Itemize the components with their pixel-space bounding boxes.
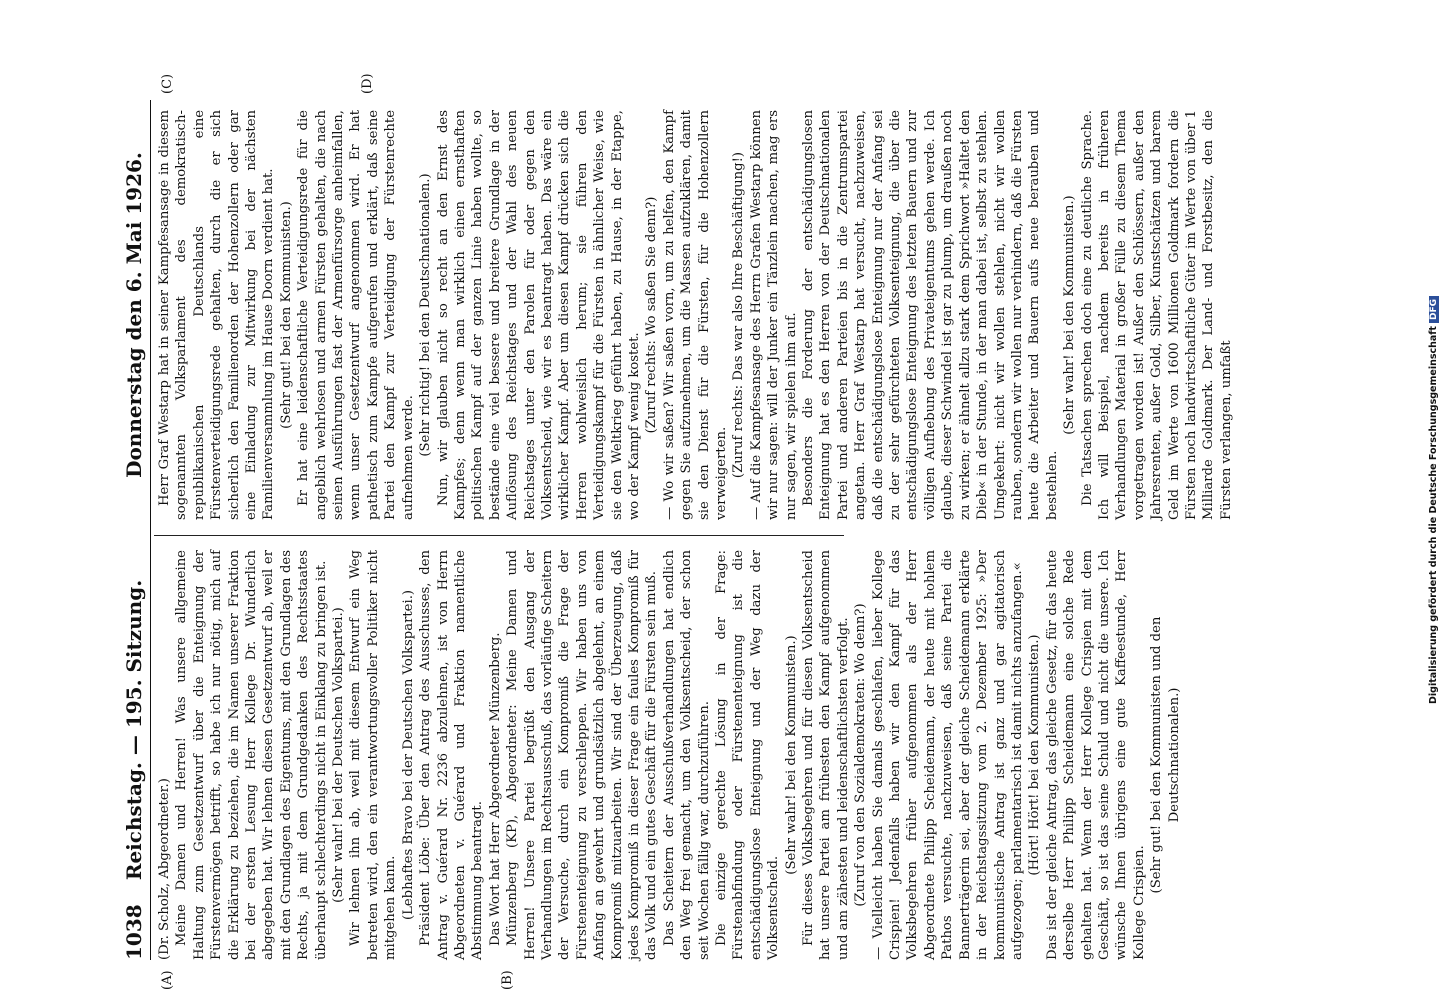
paragraph: (Sehr wahr! bei den Kommunisten.)	[1062, 195, 1078, 435]
paragraph: (Sehr wahr! bei der Deutschen Volkspartei.)	[331, 607, 347, 903]
paragraph: (Dr. Scholz, Abgeordneter.)	[157, 778, 172, 960]
paragraph: — Auf die Kampfesansage des Herrn Grafen Westarp können wir nur sagen: will der Junker ein Tänzlein machen, mag ers nur sagen, wir spielen ihm auf.	[748, 110, 799, 520]
paragraph: Nun, wir glauben nicht so recht an den Ernst des Kampfes; denn wenn man wirklich einen ernsthaften politischen Kampf auf der ganzen Linie haben wollte, so bestände eine viel bessere und breitere Grundlage in der Auflösung des Reichstages und der Wahl des neuen Reichstages unter den Parolen für oder gegen den Volksentscheid, wie wir es beantragt haben. Das wäre ein wirklicher Kampf. Aber um diesen Kampf drücken sich die Herren wohlweislich herum; sie führen den Verteidigungskampf für die Fürsten in ähnlicher Weise, wie sie den Weltkrieg geführt haben, zu Hause, in der Etappe, wo der Kampf wenig kostet.	[435, 110, 642, 520]
paragraph: Besonders die Forderung der entschädigungslosen Enteignung hat es den Herren von der Deutschnationalen Partei und anderen Parteien bis in die Zentrumspartei angetan. Herr Graf Westarp hat versucht, nachzuweisen, daß die entschädigungslose Enteignung nur der Anfang sei zu der sehr gefürchteten Volksenteignung, die über die entschädigungslose Enteignung des letzten Bauern und zur völligen Aufhebung des Privateigentums gehen werde. Ich glaube, dieser Schwindel ist gar zu plump, um draußen noch zu wirken; er ähnelt allzu stark dem Sprichwort »Haltet den Dieb« in der Stunde, in der man dabei ist, selbst zu stehlen. Umgekehrt: nicht wir wollen stehlen, nicht wir wollen rauben, sondern wir wollen nur verhindern, daß die Fürsten heute die Arbeiter und Bauern aufs neue berauben und bestehlen.	[801, 110, 1060, 520]
margin-mark-a: (A)	[160, 970, 175, 990]
paragraph: — Vielleicht haben Sie damals geschlafen, lieber Kollege Crispien! Jedenfalls haben wir den Kampf für das Volksbegehren früher aufgenommen als der Herr Abgeordnete Philipp Scheidemann, der heute mit hohlem Pathos versuchte, nachzuweisen, daß seine Partei die Bannerträgerin sei, aber der gleiche Scheidemann erklärte in der Reichstagssitzung vom 2. Dezember 1925: »Der kommunistische Antrag ist ganz und gar agitatorisch aufgezogen; parlamentarisch ist damit nichts anzufangen.«	[870, 550, 1025, 960]
paragraph: Die Tatsachen sprechen doch eine zu deutliche Sprache. Ich will Beispiel, nachdem bereits in früheren Verhandlungen Material in großer Fülle zu diesem Thema vorgetragen worden ist! Außer den Schlössern, außer den Jahresrenten, außer Gold, Silber, Kunstschätzen und barem Geld im Werte von 1600 Millionen Goldmark fordern die Fürsten noch landwirtschaftliche Güter im Werte von über 1 Milliarde Goldmark. Der Land- und Forstbesitz, den die Fürsten verlangen, umfaßt	[1079, 110, 1234, 520]
header-left-title: Reichstag. — 195. Sitzung.	[122, 579, 146, 881]
paragraph: Das Scheitern der Ausschußverhandlungen hat endlich den Weg frei gemacht, um den Volksentscheid, der schon seit Wochen fällig war, durchzuführen.	[661, 550, 712, 960]
paragraph: (Zuruf von den Sozialdemokraten: Wo denn?)	[853, 603, 869, 907]
page-number: 1038	[122, 904, 146, 960]
paragraph: Präsident Löbe: Über den Antrag des Ausschusses, den Antrag v. Guérard Nr. 2236 abzulehnen, ist von Herrn Abgeordneten v. Guérard und Fraktion namentliche Abstimmung beantragt.	[418, 550, 486, 960]
paragraph: Das ist der gleiche Antrag, das gleiche Gesetz, für das heute derselbe Herr Philipp Scheidemann eine solche Rede gehalten hat. Wenn der Herr Kollege Crispien mit dem Geschäft, so ist das seine Schuld und nicht die unsere. Ich wünsche Ihnen übrigens eine gute Kaffeestunde, Herr Kollege Crispien.	[1044, 550, 1147, 960]
paragraph: (Sehr gut! bei den Kommunisten und den Deutschnationalen.)	[1149, 616, 1182, 894]
paragraph: (Lebhaftes Bravo bei der Deutschen Volkspartei.)	[400, 589, 416, 921]
paragraph: (Sehr gut! bei den Kommunisten.)	[278, 201, 294, 429]
paragraph: Meine Damen und Herren! Was unsere allgemeine Haltung zum Gesetzentwurf über die Enteignung der Fürstenvermögen betrifft, so habe ich nur nötig, mich auf die Erklärung zu beziehen, die im Namen unserer Fraktion bei der ersten Lesung Herr Kollege Dr. Wunderlich abgegeben hat. Wir lehnen diesen Gesetzentwurf ab, weil er mit den Grundlagen des Eigentums, mit den Grundlagen des Rechts, ja mit dem Grundgedanken des Rechtsstaates überhaupt schlechterdings nicht in Einklang zu bringen ist.	[174, 550, 329, 960]
margin-mark-d: (D)	[360, 73, 375, 94]
paragraph: Das Wort hat Herr Abgeordneter Münzenberg.	[487, 632, 503, 946]
paragraph: (Sehr wahr! bei den Kommunisten.)	[783, 635, 799, 875]
paragraph: (Hört! Hört! bei den Kommunisten.)	[1027, 634, 1043, 876]
paragraph: (Zuruf rechts: Wo saßen Sie denn?)	[644, 196, 660, 434]
paragraph: Münzenberg (KP), Abgeordneter: Meine Damen und Herren! Unsere Partei begrüßt den Ausgang der Verhandlungen im Rechtsausschuß, das vorläufige Scheitern der Versuche, durch ein Kompromiß die Frage der Fürstenenteignung zu verschleppen. Wir haben uns von Anfang an gewehrt und grundsätzlich abgelehnt, an einem Kompromiß mitzuarbeiten. Wir sind der Überzeugung, daß jedes Kompromiß in dieser Frage ein faules Kompromiß für das Volk und ein gutes Geschäft für die Fürsten sein muß.	[505, 550, 660, 960]
left-text-column	[156, 550, 1182, 960]
paragraph: (Sehr richtig! bei den Deutschnationalen.)	[418, 173, 434, 457]
column-divider	[154, 535, 844, 536]
margin-mark-b: (B)	[500, 970, 515, 990]
paragraph: — Wo wir saßen? Wir saßen vorn, um zu helfen, den Kampf gegen Sie aufzunehmen, um die Massen aufzuklären, damit sie den Dienst für die Fürsten, für die Hohenzollern verweigerten.	[661, 110, 729, 520]
dfg-logo: DFG	[1429, 296, 1439, 323]
paragraph: Für dieses Volksbegehren und für diesen Volksentscheid hat unsere Partei am frühesten den Kampf aufgenommen und am zähesten und leidenschaftlichsten verfolgt.	[801, 550, 851, 960]
running-header	[120, 100, 151, 960]
header-right-title: Donnerstag den 6. Mai 1926.	[122, 152, 146, 478]
paragraph: Wir lehnen ihn ab, weil mit diesem Entwurf ein Weg betreten wird, den ein verantwortungsvoller Politiker nicht mitgehen kann.	[348, 550, 399, 960]
right-text-column	[156, 110, 1234, 520]
paragraph: Er hat eine leidenschaftliche Verteidigungsrede für die angeblich wehrlosen und armen Fürsten gehalten, die nach seinen Ausführungen fast der Armenfürsorge anheimfallen, wenn unser Gesetzentwurf angenommen wird. Er hat pathetisch zum Kampfe aufgerufen und erklärt, daß seine Partei den Kampf zur Verteidigung der Fürstenrechte aufnehmen werde.	[296, 110, 416, 520]
rotated-page	[120, 73, 1234, 990]
digitization-credit	[1428, 296, 1439, 704]
margin-mark-c: (C)	[160, 73, 175, 94]
paragraph: Herr Graf Westarp hat in seiner Kampfesansage in diesem sogenannten Volksparlament des demokratisch-republikanischen Deutschlands eine Fürstenverteidigungsrede gehalten, durch die er sich sicherlich den Familienorden der Hohenzollern oder gar eine Einladung zur Mitwirkung bei der nächsten Familienversammlung im Hause Doorn verdient hat.	[157, 110, 277, 520]
paragraph: (Zuruf rechts: Das war also Ihre Beschäftigung!)	[731, 151, 747, 479]
credit-text: Digitalisierung gefördert durch die Deutsche Forschungsgemeinschaft	[1428, 326, 1439, 704]
paragraph: Die einzige gerechte Lösung in der Frage: Fürstenabfindung oder Fürstenenteignung ist die entschädigungslose Enteignung und der Weg dazu der Volksentscheid.	[714, 550, 782, 960]
